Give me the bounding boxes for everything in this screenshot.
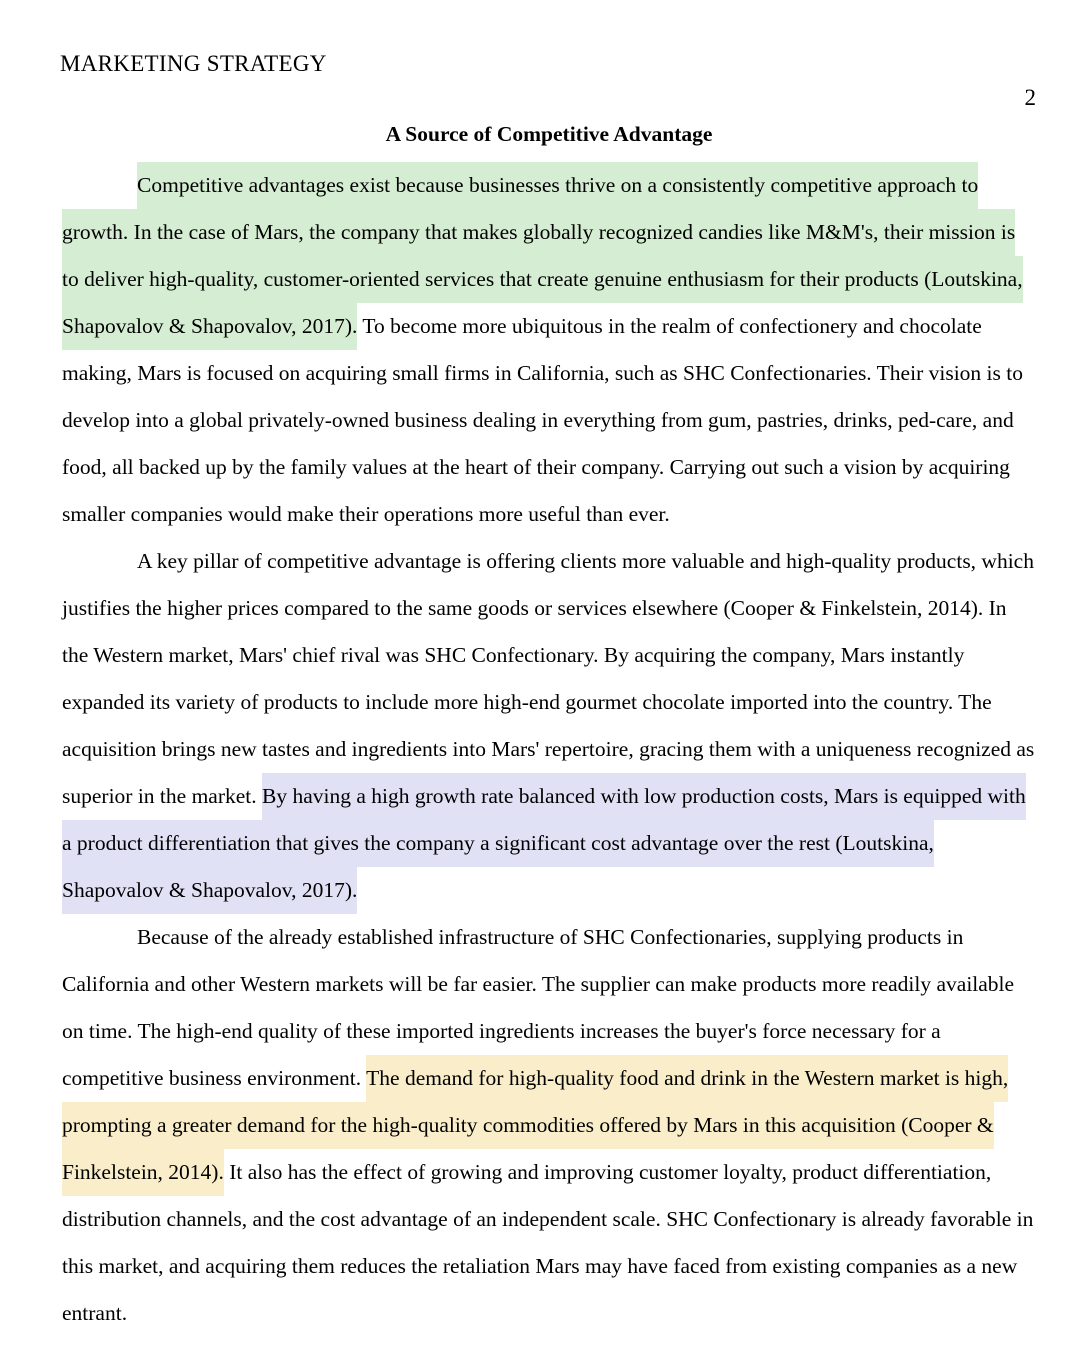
paragraph-1 [62, 162, 1037, 538]
text-run: Because of the already established infrastructure of SHC Confectionaries, supplying products in California and other Western markets will be far easier. The supplier can make products more readily available on time. The high-end quality of these imported ingredients increases the buyer's force necessary for a competitive business environment. [62, 925, 1015, 1090]
highlight-green: Competitive advantages exist because businesses thrive on a consistently competitive approach to growth. In the case of Mars, the company that makes globally recognized candies like M&M's, their mission is to deliver high-quality, customer-oriented services that create genuine enthusiasm for their products (Loutskina, Shapovalov & Shapovalov, 2017). [62, 162, 1023, 350]
paragraph-3 [62, 914, 1037, 1337]
text-run: It also has the effect of growing and improving customer loyalty, product differentiation, distribution channels, and the cost advantage of an independent scale. SHC Confectionary is already favorable in this market, and acquiring them reduces the retaliation Mars may have faced from existing companies as a new entrant. [62, 1160, 1034, 1325]
paragraph-2 [62, 538, 1037, 914]
highlight-purple: By having a high growth rate balanced with low production costs, Mars is equipped with a product differentiation that gives the company a significant cost advantage over the rest (Loutskina, Shapovalov & Shapovalov, 2017). [62, 773, 1026, 914]
text-run: To become more ubiquitous in the realm of confectionery and chocolate making, Mars is focused on acquiring small firms in California, such as SHC Confectionaries. Their vision is to develop into a global privately-owned business dealing in everything from gum, pastries, drinks, ped-care, and food, all backed up by the family values at the heart of their company. Carrying out such a vision by acquiring smaller companies would make their operations more useful than ever. [62, 314, 1023, 526]
document-body [62, 162, 1037, 1337]
highlight-cream: The demand for high-quality food and drink in the Western market is high, prompting a greater demand for the high-quality commodities offered by Mars in this acquisition (Cooper & Finkelstein, 2014). [62, 1055, 1008, 1196]
page-number: 2 [1024, 85, 1036, 110]
running-header: MARKETING STRATEGY [60, 51, 327, 76]
text-run: A key pillar of competitive advantage is offering clients more valuable and high-quality products, which justifies the higher prices compared to the same goods or services elsewhere (Cooper & Finkelstein, 2014). In the Western market, Mars' chief rival was SHC Confectionary. By acquiring the company, Mars instantly expanded its variety of products to include more high-end gourmet chocolate imported into the country. The acquisition brings new tastes and ingredients into Mars' repertoire, gracing them with a uniqueness recognized as superior in the market. [62, 549, 1035, 808]
section-title: A Source of Competitive Advantage [385, 122, 713, 146]
